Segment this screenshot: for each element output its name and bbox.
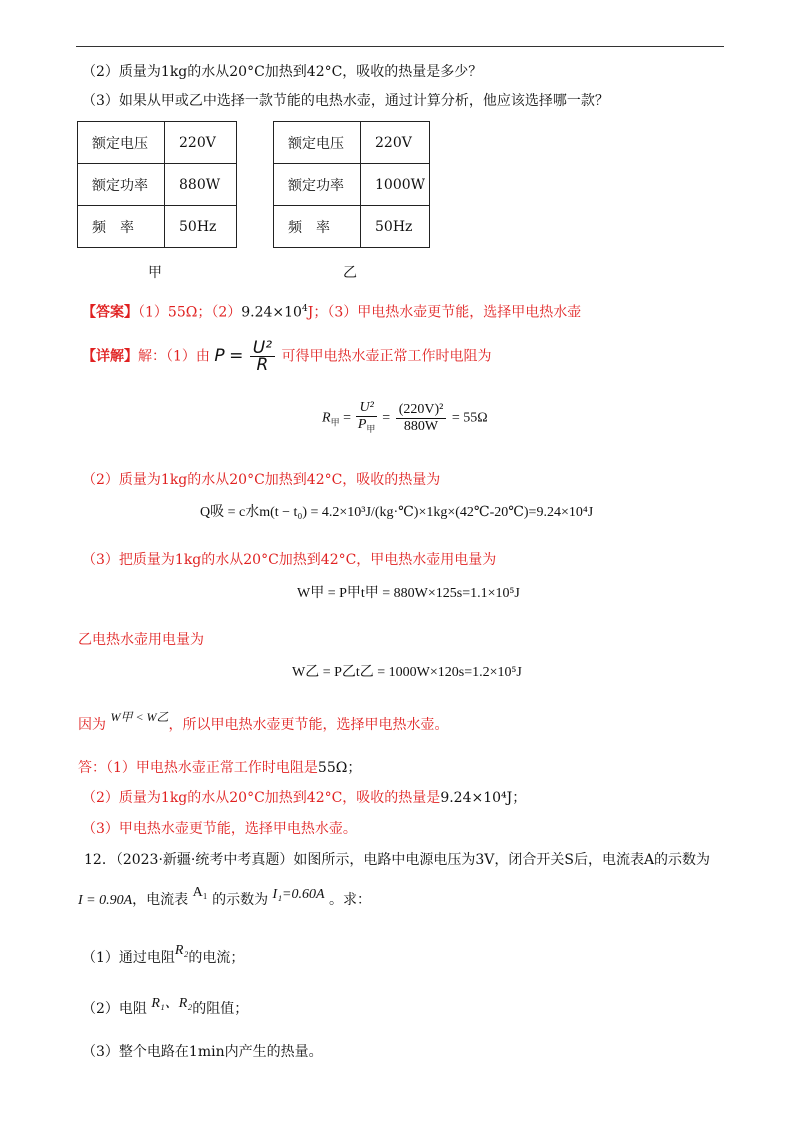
q12-sub3: （3）整个电路在1min内产生的热量。 [82,1044,323,1060]
table-row [274,122,430,164]
table-cell-value: 50Hz [361,206,430,248]
answer-tag: 【答案】 [82,304,138,321]
answer-part2: 9.24×10 [241,304,302,321]
because-line [78,710,449,734]
formula-numerator: U² [250,340,275,357]
question-2: （2）质量为1kg的水从20°C加热到42°C，吸收的热量是多少？ [82,64,483,80]
answer-exponent: 4 [301,304,308,314]
q12-ammeter-A1: A₁ [192,885,208,900]
formula-symbol: P [214,345,225,366]
equation-energy-jia: W甲 = P甲t甲 = 880W×125s=1.1×10⁵J [297,586,520,601]
final-l1-value: 55Ω； [317,760,362,776]
table-cell-value: 220V [361,122,430,164]
q12-end: 。求： [329,892,372,908]
formula-equals: = [229,345,244,366]
because-post: ，所以甲电热水壶更节能，选择甲电热水壶。 [168,717,449,733]
detail-tag: 【详解】 [82,348,138,365]
table-cell-key: 额定功率 [78,164,165,206]
final-line-1 [78,759,361,777]
q12-sub1 [82,943,245,968]
detail-line [82,340,492,373]
q12-sub2-pre: （2）电阻 [82,1001,147,1017]
table-row [274,206,430,248]
table-caption-jia: 甲 [148,265,162,281]
final-line-2 [82,789,526,807]
detail-q2-line: （2）质量为1kg的水从20°C加热到42°C，吸收的热量为 [82,472,441,488]
q12-line1: 12．（2023·新疆·统考中考真题）如图所示，电路中电源电压为3V，闭合开关S后，电流表A的示数为 [84,852,711,868]
q12-sub2-post: 的阻值； [192,1001,249,1017]
eq-num-2: (220V)² [396,402,447,419]
q12-mid2: 的示数为 [212,892,269,908]
table-caption-yi: 乙 [343,265,357,281]
header-rule [76,46,724,47]
table-cell-key: 额定电压 [274,122,361,164]
formula-fraction [250,340,275,373]
q12-current-I: I = 0.90A [78,893,133,908]
q12-current-I1: I₁=0.60A [272,887,325,902]
table-row [274,164,430,206]
table-cell-key: 频 率 [78,206,165,248]
eq-lhs-sub: 甲 [330,417,340,428]
eq-lhs: R [322,410,331,426]
q12-line2 [78,885,372,910]
table-cell-value: 220V [165,122,237,164]
q12-sub2-R: R₁、R₂ [151,996,193,1011]
table-cell-value: 880W [165,164,237,206]
because-compare: W甲 < W乙 [110,710,169,724]
q12-sub1-R: R₂ [174,943,189,958]
table-row [78,164,237,206]
table-cell-value: 1000W [361,164,430,206]
table-cell-key: 频 率 [274,206,361,248]
table-row [78,206,237,248]
table-cell-key: 额定电压 [78,122,165,164]
eq-num-1: U² [356,400,376,417]
answer-part1: （1）55Ω；（2） [138,304,242,321]
spec-table-yi [273,121,430,248]
q12-sub1-pre: （1）通过电阻 [82,950,175,966]
eq-den-1: P [357,417,367,432]
eq-fraction-2 [396,402,447,435]
equation-resistance: $R_甲$ = $\frac{\text{U²}}{P_甲}$ = $\frac{\text{(220V)²}}{880W}$ = 55Ω [322,400,488,437]
final-line-3: （3）甲电热水壶更节能，选择甲电热水壶。 [82,821,357,837]
eq-fraction-1 [356,400,376,437]
table-row [78,122,237,164]
table-cell-value: 50Hz [165,206,237,248]
eq-den-sub: 甲 [366,423,376,434]
equation-heat: Q吸 = c水m(t − t₀) = 4.2×10³J/(kg·℃)×1kg×(42℃-20℃)=9.24×10⁴J [200,505,594,520]
answer-part3: J；（3）甲电热水壶更节能，选择甲电热水壶 [307,304,582,321]
table-cell-key: 额定功率 [274,164,361,206]
question-3: （3）如果从甲或乙中选择一款节能的电热水壶，通过计算分析，他应该选择哪一款？ [82,93,609,109]
q12-sub1-post: 的电流； [188,950,245,966]
equation-energy-yi: W乙 = P乙t乙 = 1000W×120s=1.2×10⁵J [292,665,522,680]
because-pre: 因为 [78,717,106,733]
q12-sub2 [82,996,249,1019]
spec-table-jia [77,121,237,248]
detail-q3-line: （3）把质量为1kg的水从20°C加热到42°C，甲电热水壶用电量为 [82,552,497,568]
answer-line [82,300,581,322]
q12-mid: ，电流表 [132,892,189,908]
detail-lead: 解：（1）由 [138,348,210,365]
final-l2-value: 9.24×10⁴J； [440,790,527,806]
eq-result: = 55Ω [451,410,488,426]
final-l2-text: （2）质量为1kg的水从20°C加热到42°C，吸收的热量是 [82,790,441,806]
detail-formula [214,338,281,375]
detail-yi-line: 乙电热水壶用电量为 [78,632,204,648]
eq-den-2: 880W [403,418,439,434]
final-l1-text: 答：（1）甲电热水壶正常工作时电阻是 [78,760,318,776]
detail-tail: 可得甲电热水壶正常工作时电阻为 [281,348,492,365]
formula-denominator: R [256,355,269,375]
